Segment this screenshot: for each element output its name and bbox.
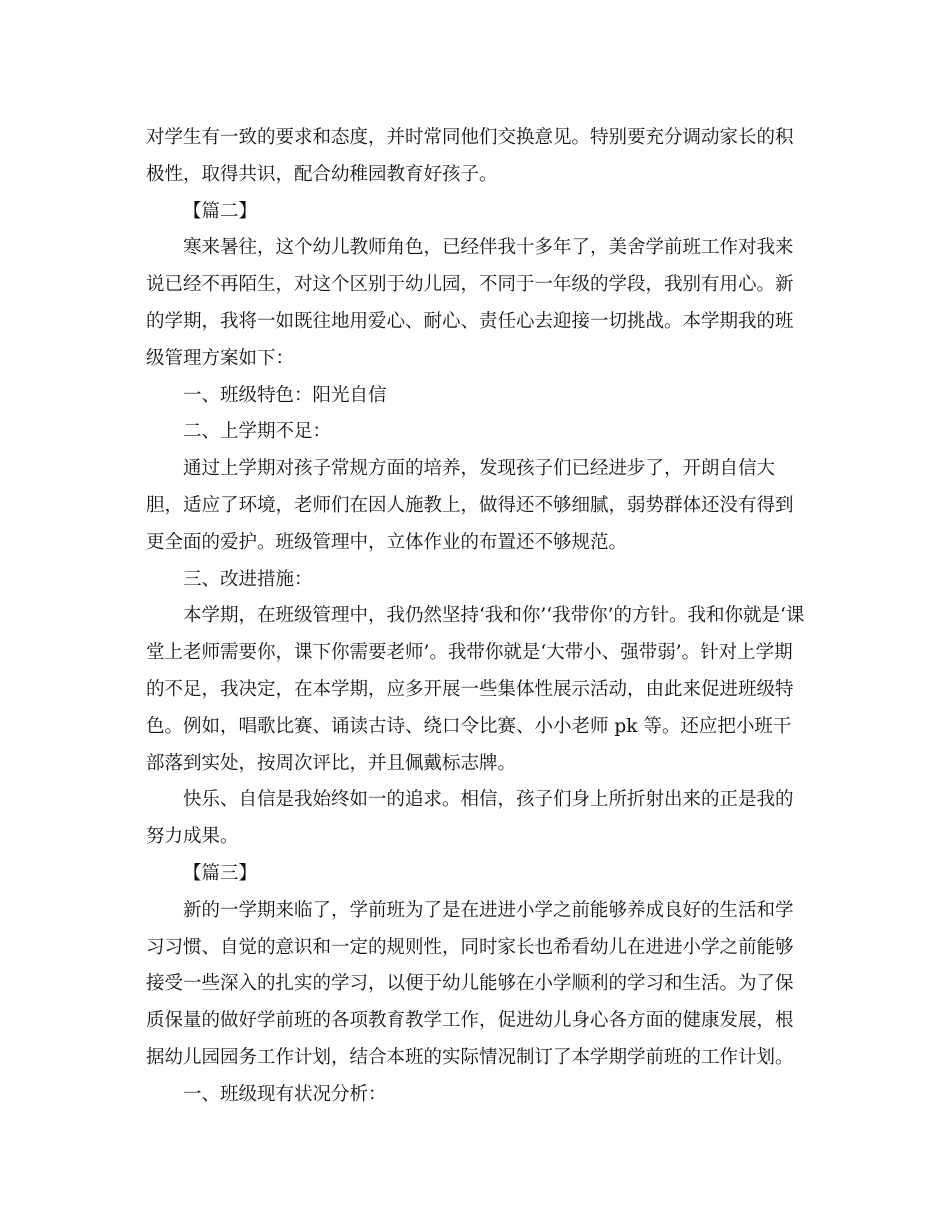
paragraph-6: 通过上学期对孩子常规方面的培养，发现孩子们已经进步了，开朗自信大胆，适应了环境，老师们在因人施教上，做得还不够细腻，弱势群体还没有得到更全面的爱护。班级管理中，立体作业的布置还不够规范。 [146,458,794,553]
paragraph-12: 一、班级现有状况分析： [183,1083,387,1105]
paragraph-8: 本学期，在班级管理中，我仍然坚持‘我和你’‘我带你’的方针。我和你就是‘课堂上老师需要你，课下你需要老师’。我带你就是‘大带小、强带弱’。针对上学期的不足，我决定，在本学期，应多开展一些集体性展示活动，由此来促进班级特色。例如，唱歌比赛、诵读古诗、绕口令比赛、小小老师 pk 等。还应把小班干部落到实处，按周次评比，并且佩戴标志牌。 [146,605,805,774]
section-heading-3: 【篇三】 [183,862,258,884]
paragraph-3: 寒来暑往，这个幼儿教师角色，已经伴我十多年了，美舍学前班工作对我来说已经不再陌生，对这个区别于幼儿园，不同于一年级的学段，我别有用心。新的学期，我将一如既往地用爱心、耐心、责任心去迎接一切挑战。本学期我的班级管理方案如下： [146,237,794,369]
paragraph-7: 三、改进措施： [183,568,313,590]
paragraph-11: 新的一学期来临了，学前班为了是在进进小学之前能够养成良好的生活和学习习惯、自觉的意识和一定的规则性，同时家长也希看幼儿在进进小学之前能够接受一些深入的扎实的学习，以便于幼儿能够在小学顺利的学习和生活。为了保质保量的做好学前班的各项教育教学工作，促进幼儿身心各方面的健康发展，根据幼儿园园务工作计划，结合本班的实际情况制订了本学期学前班的工作计划。 [146,899,794,1068]
paragraph-4: 一、班级特色：阳光自信 [183,384,387,406]
paragraph-9: 快乐、自信是我始终如一的追求。相信，孩子们身上所折射出来的正是我的努力成果。 [146,789,794,848]
document-body [146,120,806,1114]
section-heading-2: 【篇二】 [183,200,258,222]
paragraph-1: 对学生有一致的要求和态度，并时常同他们交换意见。特别要充分调动家长的积极性，取得共识，配合幼稚园教育好孩子。 [146,127,794,185]
paragraph-5: 二、上学期不足： [183,421,332,443]
